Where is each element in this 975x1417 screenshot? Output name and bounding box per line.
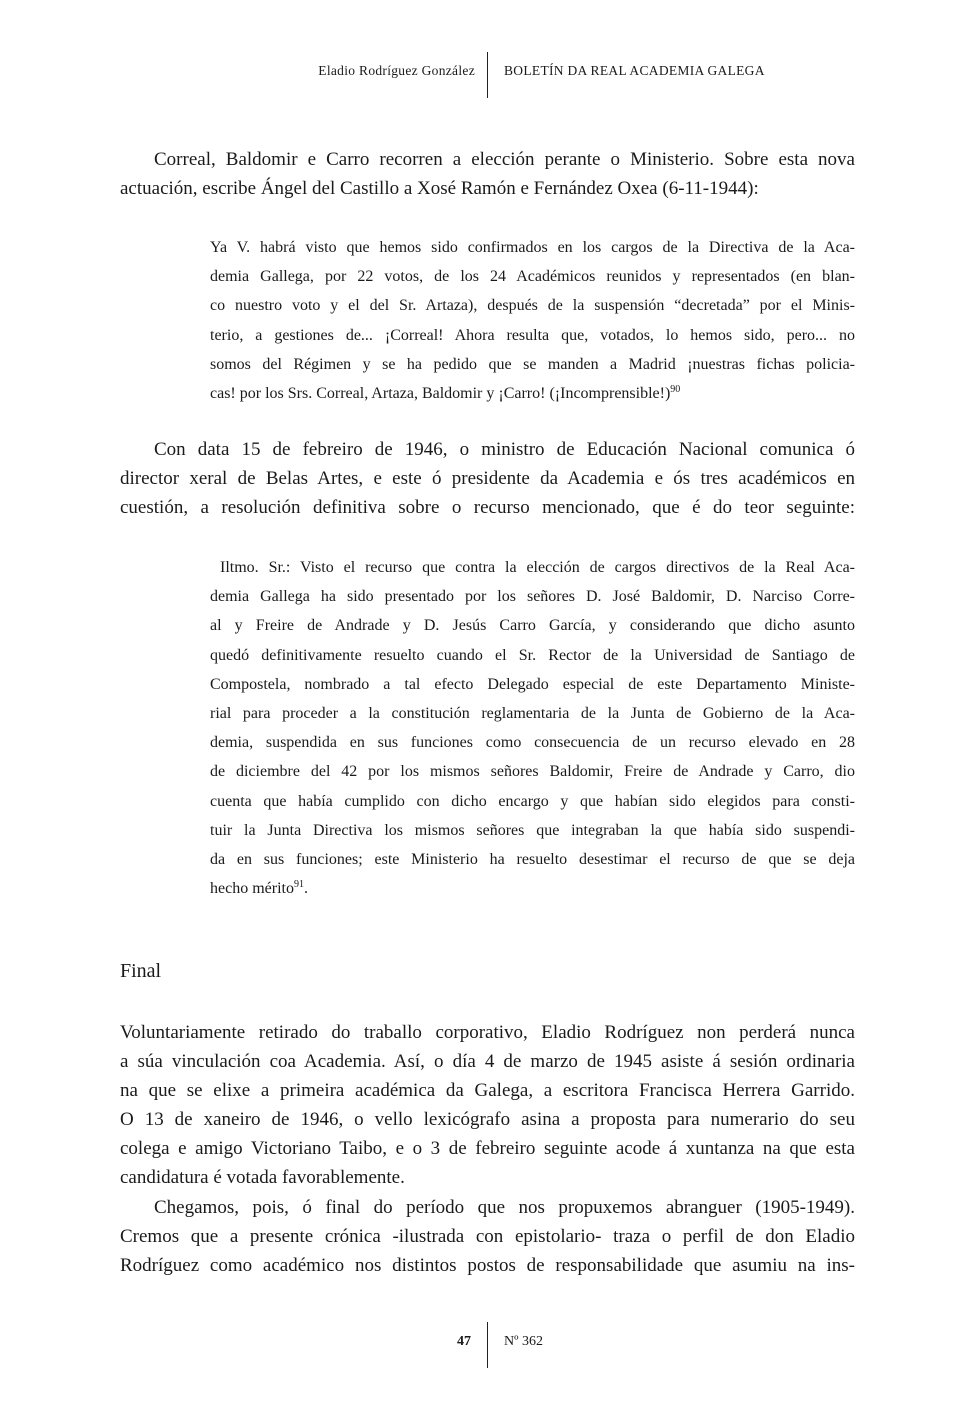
line-text: director xeral de Belas Artes, e este ó presidente da Academia e ós tres académicos en xyxy=(120,468,855,489)
quote-2 xyxy=(210,553,855,903)
line-text: cuenta que había cumplido con dicho encargo y que habían sido elegidos para consti- xyxy=(210,792,855,810)
line-text: al y Freire de Andrade y D. Jesús Carro García, y considerando que dicho asunto xyxy=(210,617,855,635)
header-author: Eladio Rodríguez González xyxy=(318,63,475,78)
line-text: cuestión, a resolución definitiva sobre o recurso mencionado, que é do teor seguinte: xyxy=(120,497,855,518)
section-title: Final xyxy=(120,960,162,982)
text-line xyxy=(120,435,855,464)
text-line xyxy=(210,845,855,874)
footnote-marker[interactable]: 90 xyxy=(670,384,681,396)
text-line xyxy=(210,611,855,640)
text-line xyxy=(120,493,855,522)
text-line xyxy=(210,379,855,408)
text-line xyxy=(210,233,855,262)
line-text: Compostela, nombrado a tal efecto Delegado especial de este Departamento Ministe- xyxy=(210,675,855,693)
paragraph-3 xyxy=(120,1018,855,1192)
text-line xyxy=(120,464,855,493)
line-text: cas! por los Srs. Correal, Artaza, Baldomir y ¡Carro! (¡Incomprensible!) xyxy=(210,385,671,403)
text-line xyxy=(120,1105,855,1134)
line-text: colega e amigo Victoriano Taibo, e o 3 de febreiro seguinte acode á xuntanza na que esta xyxy=(120,1138,855,1159)
text-line xyxy=(210,670,855,699)
text-line xyxy=(120,1251,855,1280)
text-line xyxy=(210,816,855,845)
text-line xyxy=(210,874,855,903)
text-line xyxy=(120,1047,855,1076)
header-divider xyxy=(487,52,488,98)
line-text: demia Gallega, por 22 votos, de los 24 Académicos reunidos y representados (en blan- xyxy=(210,268,855,286)
line-text: O 13 de xaneiro de 1946, o vello lexicógrafo asina a proposta para numerario do seu xyxy=(120,1109,855,1130)
line-text: candidatura é votada favorablemente. xyxy=(120,1167,405,1188)
line-text: Iltmo. Sr.: Visto el recurso que contra la elección de cargos directivos de la Real Aca- xyxy=(220,559,855,576)
text-line xyxy=(120,1076,855,1105)
text-line xyxy=(210,641,855,670)
footnote-marker[interactable]: 91 xyxy=(293,879,304,891)
line-text: Rodríguez como académico nos distintos postos de responsabilidade que asumiu na ins- xyxy=(120,1255,855,1276)
line-text: da en sus funciones; este Ministerio ha resuelto desestimar el recurso de que se deja xyxy=(210,851,855,869)
line-text: Chegamos, pois, ó final do período que nos propuxemos abranguer (1905-1949). xyxy=(154,1197,855,1218)
line-text: de diciembre del 42 por los mismos señores Baldomir, Freire de Andrade y Carro, dio xyxy=(210,763,855,781)
footer-divider xyxy=(487,1322,488,1368)
line-text: terio, a gestiones de... ¡Correal! Ahora resulta que, votados, lo hemos sido, pero... no xyxy=(210,326,855,344)
text-line xyxy=(210,728,855,757)
paragraph-4 xyxy=(120,1193,855,1280)
line-text: co nuestro voto y el del Sr. Artaza), después de la suspensión “decretada” por el Minis- xyxy=(210,297,855,315)
text-line xyxy=(210,757,855,786)
text-line xyxy=(120,174,855,203)
text-line xyxy=(210,350,855,379)
text-line xyxy=(120,145,855,174)
text-line xyxy=(210,582,855,611)
text-line xyxy=(120,1163,855,1192)
line-text: tuir la Junta Directiva los mismos señores que integraban la que había sido suspendi- xyxy=(210,821,855,839)
line-text: a súa vinculación coa Academia. Así, o día 4 de marzo de 1945 asiste á sesión ordinaria xyxy=(120,1051,855,1072)
line-text: quedó definitivamente resuelto cuando el Sr. Rector de la Universidad de Santiago de xyxy=(210,646,855,664)
text-line xyxy=(120,1018,855,1047)
quote-1 xyxy=(210,233,855,408)
page-number: 47 xyxy=(457,1334,471,1349)
line-end: . xyxy=(303,880,308,898)
line-text: demia, suspendida en sus funciones como consecuencia de un recurso elevado en 28 xyxy=(210,734,855,752)
line-text: Voluntariamente retirado do traballo corporativo, Eladio Rodríguez non perderá nunca xyxy=(120,1022,855,1043)
text-line xyxy=(210,262,855,291)
line-text: Ya V. habrá visto que hemos sido confirmados en los cargos de la Directiva de la Aca- xyxy=(210,239,855,256)
text-line xyxy=(210,321,855,350)
text-line xyxy=(210,291,855,320)
text-line xyxy=(120,1193,855,1222)
text-line xyxy=(120,1134,855,1163)
line-text: somos del Régimen y se ha pedido que se manden a Madrid ¡nuestras fichas policia- xyxy=(210,355,855,373)
text-line xyxy=(120,1222,855,1251)
line-text: Con data 15 de febreiro de 1946, o ministro de Educación Nacional comunica ó xyxy=(154,439,855,460)
line-text: na que se elixe a primeira académica da Galega, a escritora Francisca Herrera Garrido. xyxy=(120,1080,855,1101)
paragraph-2 xyxy=(120,435,855,522)
paragraph-1 xyxy=(120,145,855,203)
header-journal: BOLETÍN DA REAL ACADEMIA GALEGA xyxy=(504,63,765,78)
line-text: actuación, escribe Ángel del Castillo a Xosé Ramón e Fernández Oxea (6-11-1944): xyxy=(120,178,759,199)
text-line xyxy=(210,553,855,582)
line-text: hecho mérito xyxy=(210,880,294,898)
line-text: Correal, Baldomir e Carro recorren a elección perante o Ministerio. Sobre esta nova xyxy=(154,149,855,170)
line-text: Cremos que a presente crónica -ilustrada con epistolario- traza o perfil de don Eladio xyxy=(120,1226,855,1247)
line-text: demia Gallega ha sido presentado por los señores D. José Baldomir, D. Narciso Corre- xyxy=(210,588,855,606)
text-line xyxy=(210,787,855,816)
issue-number: Nº 362 xyxy=(504,1334,543,1349)
line-text: rial para proceder a la constitución reglamentaria de la Junta de Gobierno de la Aca- xyxy=(210,705,855,723)
text-line xyxy=(210,699,855,728)
